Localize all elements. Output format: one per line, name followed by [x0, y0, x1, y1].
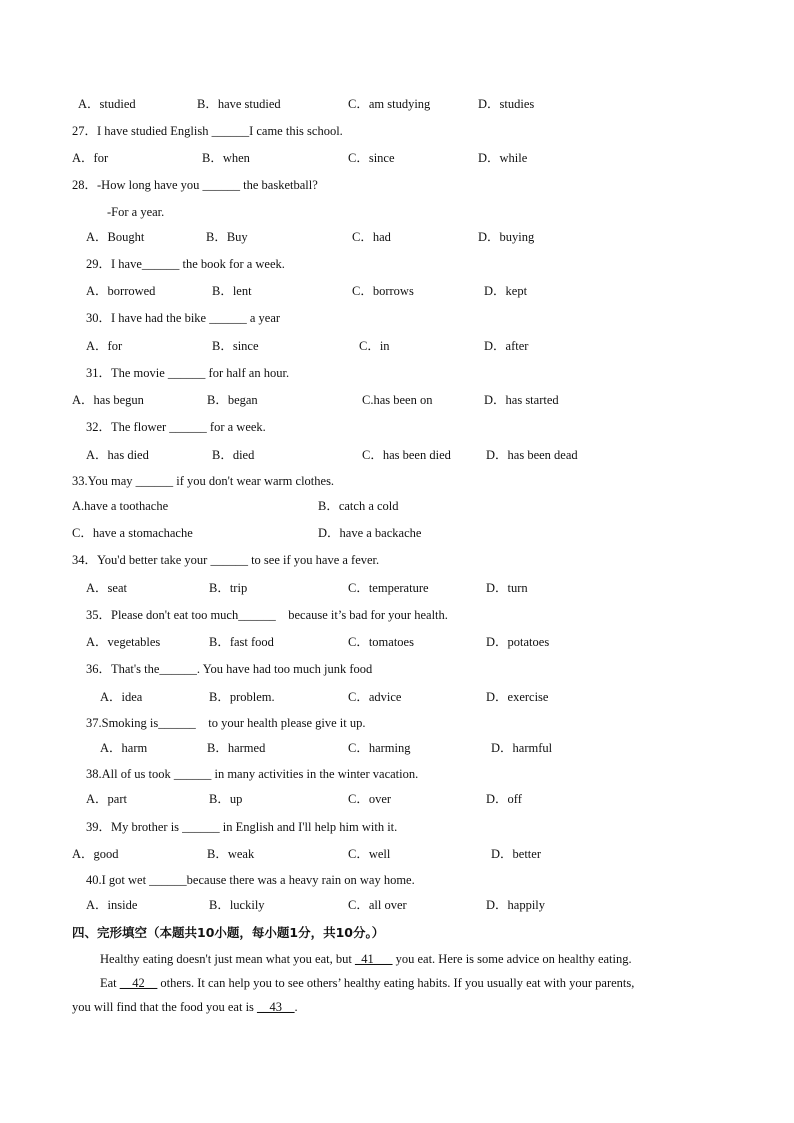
q38-option-c[interactable]: C．over: [348, 792, 392, 806]
q34-option-b[interactable]: B．trip: [209, 581, 248, 595]
q35-option-c[interactable]: C．tomatoes: [348, 635, 414, 649]
q30-option-c[interactable]: C．in: [359, 339, 390, 353]
q28-option-c[interactable]: C．had: [352, 230, 391, 244]
q31-option-b[interactable]: B．began: [207, 393, 258, 407]
q39-option-c[interactable]: C．well: [348, 847, 391, 861]
q37-stem: 37.Smoking is______ to your health please give it up.: [86, 716, 366, 730]
q35-option-b[interactable]: B．fast food: [209, 635, 274, 649]
cloze-blank-42[interactable]: __42__: [119, 976, 158, 990]
q38-stem: 38.All of us took ______ in many activities in the winter vacation.: [86, 767, 419, 781]
q29-option-c[interactable]: C．borrows: [352, 284, 414, 298]
q35-option-d[interactable]: D．potatoes: [486, 635, 550, 649]
q27-option-a[interactable]: A．for: [72, 151, 109, 165]
q32-option-b[interactable]: B．died: [212, 448, 255, 462]
q33-option-d[interactable]: D．have a backache: [318, 526, 422, 540]
q30-option-d[interactable]: D．after: [484, 339, 529, 353]
q32-option-d[interactable]: D．has been dead: [486, 448, 578, 462]
q36-option-b[interactable]: B．problem.: [209, 690, 275, 704]
q28-reply: -For a year.: [107, 205, 165, 219]
q37-option-d[interactable]: D．harmful: [491, 741, 553, 755]
q37-option-b[interactable]: B．harmed: [207, 741, 266, 755]
q29-option-d[interactable]: D．kept: [484, 284, 528, 298]
q30-option-b[interactable]: B．since: [212, 339, 259, 353]
q30-stem: 30．I have had the bike ______ a year: [86, 311, 281, 325]
q34-stem: 34．You'd better take your ______ to see if you have a fever.: [72, 553, 380, 567]
q39-option-b[interactable]: B．weak: [207, 847, 255, 861]
q31-option-c[interactable]: C.has been on: [362, 393, 433, 407]
q40-stem: 40.I got wet ______because there was a heavy rain on way home.: [86, 873, 415, 887]
q33-option-c[interactable]: C．have a stomachache: [72, 526, 193, 540]
q40-option-c[interactable]: C．all over: [348, 898, 407, 912]
q28-option-d[interactable]: D．buying: [478, 230, 535, 244]
q29-option-a[interactable]: A．borrowed: [86, 284, 156, 298]
q27-option-b[interactable]: B．when: [202, 151, 250, 165]
q27-stem: 27．I have studied English ______I came this school.: [72, 124, 343, 138]
q33-option-b[interactable]: B．catch a cold: [318, 499, 399, 513]
cloze-paragraph-line-2: [100, 975, 634, 991]
q33-stem: 33.You may ______ if you don't wear warm clothes.: [72, 474, 335, 488]
q36-option-c[interactable]: C．advice: [348, 690, 402, 704]
q38-option-a[interactable]: A．part: [86, 792, 127, 806]
q33-option-a[interactable]: A.have a toothache: [72, 499, 169, 513]
q27-option-d[interactable]: D．while: [478, 151, 528, 165]
section-4-heading: 四、完形填空（本题共10小题，每小题1分，共10分。）: [72, 925, 385, 940]
q39-option-d[interactable]: D．better: [491, 847, 541, 861]
q29-option-b[interactable]: B．lent: [212, 284, 252, 298]
q29-stem: 29．I have______ the book for a week.: [86, 257, 285, 271]
q40-option-b[interactable]: B．luckily: [209, 898, 265, 912]
cloze-paragraph-line-3: [72, 999, 298, 1015]
q40-option-d[interactable]: D．happily: [486, 898, 546, 912]
cloze-text: others. It can help you to see others’ healthy eating habits. If you usually eat with your parents,: [157, 976, 635, 990]
q31-option-d[interactable]: D．has started: [484, 393, 559, 407]
q30-option-a[interactable]: A．for: [86, 339, 123, 353]
q35-option-a[interactable]: A．vegetables: [86, 635, 161, 649]
q27-option-c[interactable]: C．since: [348, 151, 395, 165]
q36-option-d[interactable]: D．exercise: [486, 690, 549, 704]
q37-option-a[interactable]: A．harm: [100, 741, 148, 755]
q39-option-a[interactable]: A．good: [72, 847, 119, 861]
q32-option-c[interactable]: C．has been died: [362, 448, 451, 462]
q38-option-b[interactable]: B．up: [209, 792, 243, 806]
q38-option-d[interactable]: D．off: [486, 792, 522, 806]
q34-option-d[interactable]: D．turn: [486, 581, 528, 595]
q31-stem: 31．The movie ______ for half an hour.: [86, 366, 290, 380]
q28-option-a[interactable]: A．Bought: [86, 230, 145, 244]
q31-option-a[interactable]: A．has begun: [72, 393, 144, 407]
cloze-text: you will find that the food you eat is: [72, 1000, 258, 1014]
q39-stem: 39．My brother is ______ in English and I'll help him with it.: [86, 820, 398, 834]
q36-stem: 36．That's the______. You have had too much junk food: [86, 662, 373, 676]
q26-option-a[interactable]: A．studied: [78, 97, 136, 111]
cloze-blank-41[interactable]: _41___: [354, 952, 393, 966]
q37-option-c[interactable]: C．harming: [348, 741, 411, 755]
q32-stem: 32．The flower ______ for a week.: [86, 420, 266, 434]
q26-option-d[interactable]: D．studies: [478, 97, 535, 111]
q36-option-a[interactable]: A．idea: [100, 690, 143, 704]
cloze-text: Eat: [100, 976, 120, 990]
cloze-blank-43[interactable]: __43__: [257, 1000, 295, 1014]
q40-option-a[interactable]: A．inside: [86, 898, 138, 912]
cloze-text: you eat. Here is some advice on healthy eating.: [392, 952, 632, 966]
q34-option-a[interactable]: A．seat: [86, 581, 127, 595]
q28-option-b[interactable]: B．Buy: [206, 230, 248, 244]
cloze-text: Healthy eating doesn't just mean what you eat, but: [100, 952, 355, 966]
cloze-text: .: [294, 1000, 298, 1014]
q26-option-c[interactable]: C．am studying: [348, 97, 431, 111]
q26-option-b[interactable]: B．have studied: [197, 97, 281, 111]
q35-stem: 35．Please don't eat too much______ because it’s bad for your health.: [86, 608, 448, 622]
q32-option-a[interactable]: A．has died: [86, 448, 149, 462]
q28-stem: 28．-How long have you ______ the basketball?: [72, 178, 318, 192]
cloze-paragraph-line-1: [100, 951, 632, 967]
q34-option-c[interactable]: C．temperature: [348, 581, 429, 595]
